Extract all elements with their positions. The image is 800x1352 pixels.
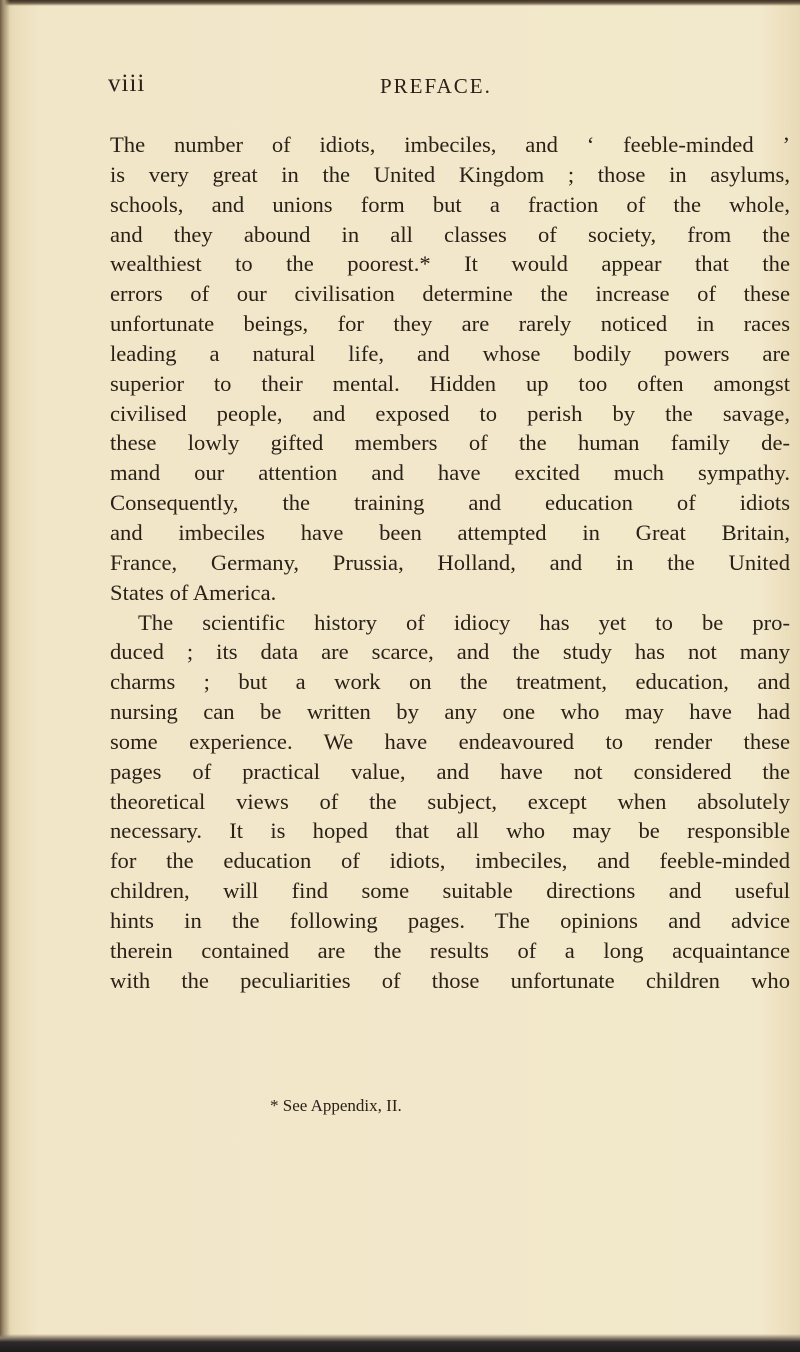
page-header bbox=[0, 70, 800, 110]
text-line: Consequently, the training and education of idiots bbox=[110, 490, 790, 516]
text-line: nursing can be written by any one who may have had bbox=[110, 699, 790, 725]
page-number: viii bbox=[108, 70, 146, 97]
text-line: these lowly gifted members of the human family de- bbox=[110, 430, 790, 456]
text-line: The number of idiots, imbeciles, and ‘ feeble-minded ’ bbox=[110, 132, 790, 157]
running-title: PREFACE. bbox=[380, 74, 492, 98]
text-line: civilised people, and exposed to perish by the savage, bbox=[110, 400, 790, 426]
text-line: The scientific history of idiocy has yet to be pro- bbox=[138, 609, 790, 635]
text-line: States of America. bbox=[110, 579, 277, 605]
page-top-edge-shadow bbox=[0, 0, 800, 6]
text-line: wealthiest to the poorest.* It would appear that the bbox=[110, 251, 790, 277]
text-line: some experience. We have endeavoured to render these bbox=[110, 728, 790, 754]
text-line: children, will find some suitable directions and useful bbox=[110, 878, 790, 904]
text-line: leading a natural life, and whose bodily powers are bbox=[110, 340, 790, 366]
text-line: and imbeciles have been attempted in Great Britain, bbox=[110, 519, 790, 545]
page-binding-shadow bbox=[0, 0, 10, 1352]
text-line: pages of practical value, and have not considered the bbox=[110, 758, 790, 784]
paragraph bbox=[110, 130, 790, 608]
text-line: is very great in the United Kingdom ; those in asylums, bbox=[110, 161, 790, 187]
paragraph bbox=[110, 608, 790, 996]
text-line: for the education of idiots, imbeciles, and feeble-minded bbox=[110, 848, 790, 874]
footnote: * See Appendix, II. bbox=[270, 1096, 402, 1115]
text-line: with the peculiarities of those unfortunate children who bbox=[110, 967, 790, 993]
text-line: necessary. It is hoped that all who may be responsible bbox=[110, 818, 790, 844]
text-line: France, Germany, Prussia, Holland, and in the United bbox=[110, 549, 790, 575]
text-line: duced ; its data are scarce, and the study has not many bbox=[110, 639, 790, 665]
text-line: mand our attention and have excited much sympathy. bbox=[110, 460, 790, 486]
text-line: errors of our civilisation determine the increase of these bbox=[110, 281, 790, 307]
text-line: hints in the following pages. The opinions and advice bbox=[110, 907, 790, 933]
text-line: therein contained are the results of a long acquaintance bbox=[110, 937, 790, 963]
text-line: and they abound in all classes of society, from the bbox=[110, 221, 790, 247]
text-line: schools, and unions form but a fraction of the whole, bbox=[110, 191, 790, 217]
text-line: theoretical views of the subject, except when absolutely bbox=[110, 788, 790, 814]
body-text bbox=[110, 130, 790, 995]
text-line: superior to their mental. Hidden up too often amongst bbox=[110, 370, 790, 396]
page-bottom-edge-shadow bbox=[0, 1334, 800, 1352]
text-line: charms ; but a work on the treatment, education, and bbox=[110, 669, 790, 695]
text-line: unfortunate beings, for they are rarely noticed in races bbox=[110, 311, 790, 337]
